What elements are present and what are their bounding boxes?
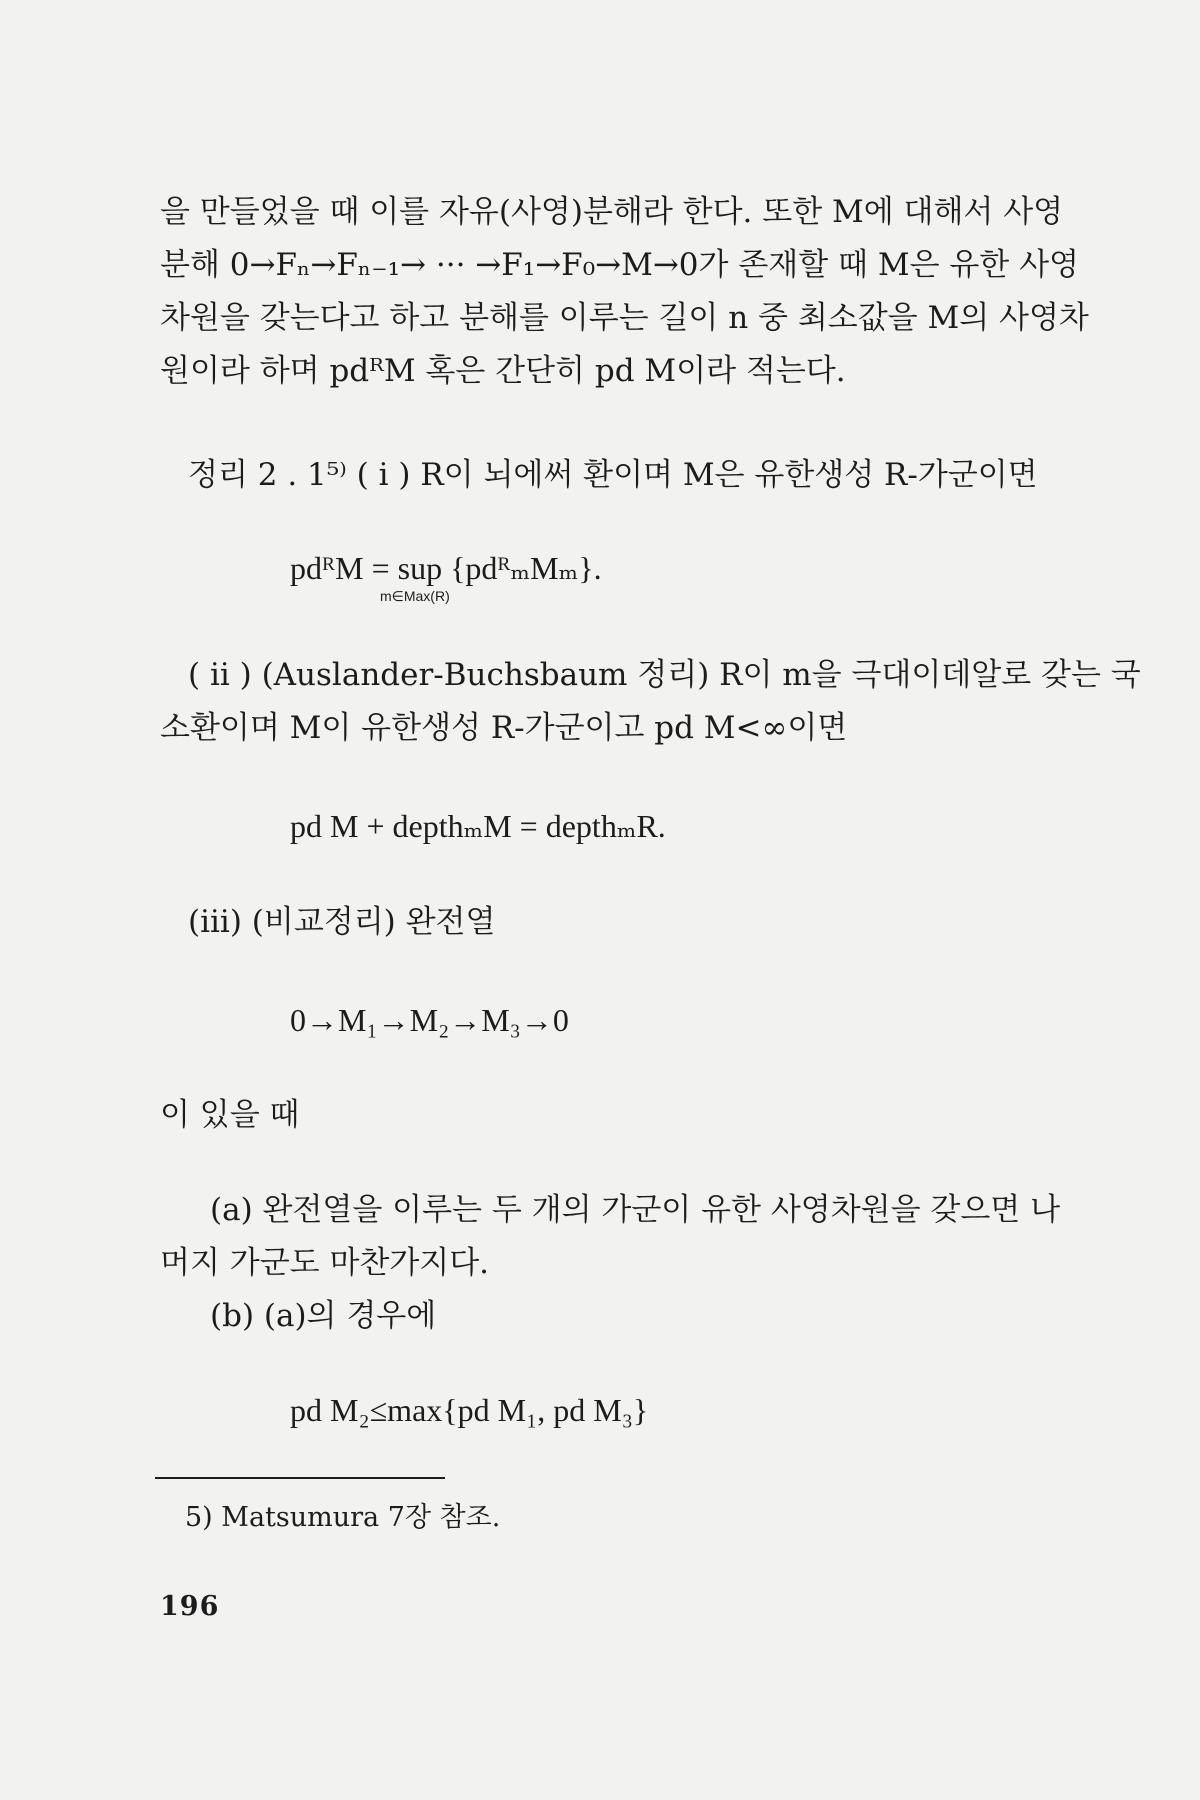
- theorem-a-line-2: 머지 가군도 마찬가지다.: [160, 1245, 490, 1281]
- equation-max: pd M₂≤max{pd M₁, pd M₃}: [290, 1392, 649, 1428]
- paragraph-line-3: 차원을 갖는다고 하고 분해를 이루는 길이 n 중 최소값을 M의 사영차: [160, 300, 1089, 336]
- equation-exact-sequence: 0→M₁→M₂→M₃→0: [290, 1002, 569, 1038]
- footnote-divider: [155, 1477, 445, 1479]
- theorem-heading: 정리 2 . 1⁵⁾ ( i ) R이 뇌에써 환이며 M은 유한생성 R-가군이면: [188, 457, 1038, 493]
- paragraph-line-1: 을 만들었을 때 이를 자유(사영)분해라 한다. 또한 M에 대해서 사영: [160, 194, 1064, 230]
- paragraph-line-2: 분해 0→Fₙ→Fₙ₋₁→ ··· →F₁→F₀→M→0가 존재할 때 M은 유한 사영: [160, 247, 1080, 283]
- paragraph-line-4: 원이라 하며 pdᴿM 혹은 간단히 pd M이라 적는다.: [160, 353, 846, 389]
- equation-depth: pd M + depthₘM = depthₘR.: [290, 808, 666, 844]
- page-number: 196: [160, 1591, 220, 1622]
- footnote: 5) Matsumura 7장 참조.: [185, 1502, 501, 1533]
- equation-sup-subscript: m∈Max(R): [380, 588, 450, 604]
- theorem-a-line-1: (a) 완전열을 이루는 두 개의 가군이 유한 사영차원을 갖으면 나: [210, 1192, 1061, 1228]
- condition-line: 이 있을 때: [160, 1097, 300, 1133]
- equation-sup: pdᴿM = sup {pdᴿₘMₘ}.: [290, 550, 602, 586]
- theorem-ii-line-1: ( ii ) (Auslander-Buchsbaum 정리) R이 m을 극대이데알로 갖는 국: [188, 657, 1141, 693]
- theorem-b-line: (b) (a)의 경우에: [210, 1298, 437, 1334]
- theorem-ii-line-2: 소환이며 M이 유한생성 R-가군이고 pd M<∞이면: [160, 710, 848, 746]
- theorem-iii-line: (iii) (비교정리) 완전열: [188, 904, 496, 940]
